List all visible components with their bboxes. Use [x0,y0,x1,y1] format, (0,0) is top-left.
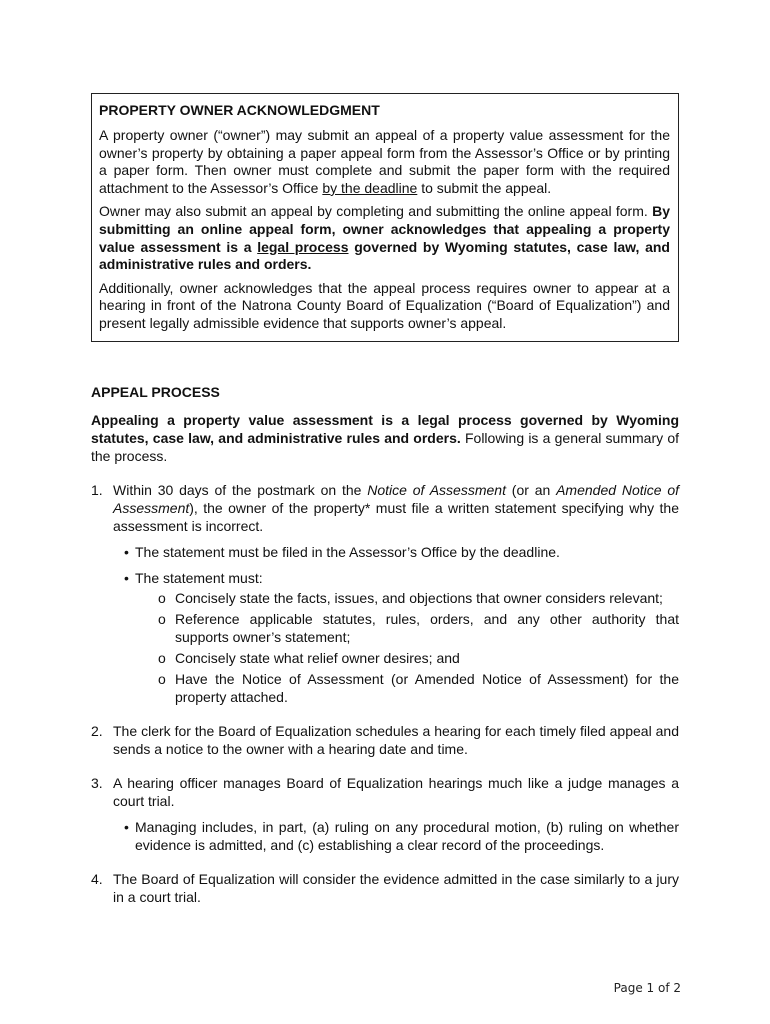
statement-requirements-list [135,589,679,706]
step-3-bullets [113,818,679,854]
bullet-item: • The statement must be filed in the Assessor’s Office by the deadline. [124,544,560,560]
acknowledgment-paragraph-1: A property owner (“owner”) may submit an appeal of a property value assessment for the owner’s property by obtaining a paper appeal form from the Assessor’s Office or by printing a paper form. Then owner must complete and submit the paper form with the required attachment to the Assessor’s Office by the deadline to submit the appeal. [99,127,670,196]
sub-bullet-item: o Concisely state what relief owner desires; and [158,650,460,666]
sub-bullet-item: o Have the Notice of Assessment (or Amended Notice of Assessment) for the property attached. [158,671,679,705]
acknowledgment-box [91,93,679,342]
acknowledgment-paragraph-2: Owner may also submit an appeal by completing and submitting the online appeal form. By submitting an online appeal form, owner acknowledges that appealing a property value assessment is a legal process governed by Wyoming statutes, case law, and administrative rules and orders. [99,203,670,273]
sub-bullet-item: o Concisely state the facts, issues, and objections that owner considers relevant; [158,590,663,606]
bullet-item: • Managing includes, in part, (a) ruling on any procedural motion, (b) ruling on whether evidence is admitted, and (c) establishing a clear record of the proceedings. [124,819,679,853]
appeal-step-2: 2. The clerk for the Board of Equalization schedules a hearing for each timely filed appeal and sends a notice to the owner with a hearing date and time. [91,723,679,757]
appeal-step-4: 4. The Board of Equalization will consider the evidence admitted in the case similarly to a jury in a court trial. [91,871,679,905]
acknowledgment-title: PROPERTY OWNER ACKNOWLEDGMENT [99,102,380,118]
page-number: Page 1 of 2 [613,981,681,995]
sub-bullet-item: o Reference applicable statutes, rules, orders, and any other authority that supports owner’s statement; [158,611,679,645]
appeal-process-title: APPEAL PROCESS [91,384,220,400]
appeal-steps-list [91,481,679,906]
bullet-item: • The statement must: o Concisely state the facts, issues, and objections that owner considers relevant; o Reference applicable statutes, rules, orders, and any other authority that supports owner’s statement; o Concisely state what relief owner desires; and o Have the Notice of Assessment (or Amended Notice of Assessment) for the property attached. [124,570,679,705]
step-1-bullets [113,543,679,706]
appeal-step-1: 1. Within 30 days of the postmark on the Notice of Assessment (or an Amended Notice of Assessment), the owner of the property* must file a written statement specifying why the assessment is incorrect. • The statement must be filed in the Assessor’s Office by the deadline. • The statement must: o Concisely state the facts, issues, and objections that owner considers relevant; o Reference applicable statutes, rules, orders, and any other authority that supports owner’s statement; o Concisely state what relief owner desires; and o Have the Notice of Assessment (or Amended Notice of Assessment) for the property attached. [91,482,679,705]
appeal-process-section [91,384,679,922]
acknowledgment-paragraph-3: Additionally, owner acknowledges that the appeal process requires owner to appear at a hearing in front of the Natrona County Board of Equalization (“Board of Equalization”) and present legally admissible evidence that supports owner’s appeal. [99,279,670,331]
appeal-step-3: 3. A hearing officer manages Board of Equalization hearings much like a judge manages a court trial. • Managing includes, in part, (a) ruling on any procedural motion, (b) ruling on whether evidence is admitted, and (c) establishing a clear record of the proceedings. [91,775,679,853]
appeal-process-intro: Appealing a property value assessment is a legal process governed by Wyoming statutes, case law, and administrative rules and orders. Following is a general summary of the process. [91,412,680,464]
